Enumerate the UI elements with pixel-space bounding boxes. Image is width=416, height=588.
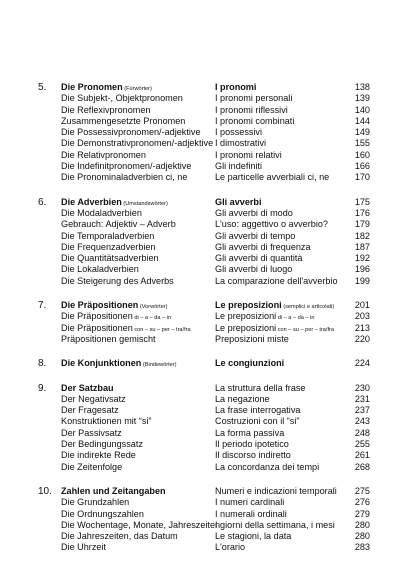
italian-title: Gli avverbi di quantità [215,253,303,264]
toc-section [0,486,416,554]
german-title: Die Jahreszeiten, das Datum [61,531,178,542]
toc-section [0,82,416,184]
italian-title: I pronomi [215,82,257,92]
german-title: Zusammengesetzte Pronomen [61,115,186,126]
toc-section [0,358,416,369]
italian-title: L'uso: aggettivo o avverbio? [215,219,328,230]
german-title: Der Fragesatz [61,405,119,416]
german-title: Die Quantitätsadverbien [61,253,159,264]
page-number: 261 [354,450,370,461]
page-number: 280 [354,531,370,542]
italian-note: con – su – per – tra/fra [276,326,335,333]
german-title: Die Indefinitpronomen/-adjektive [61,161,192,172]
page-number: 237 [354,405,370,416]
toc-entry [0,253,416,264]
page-number: 144 [354,115,370,126]
toc-chapter-heading [0,197,416,208]
page-number: 182 [354,230,370,241]
italian-title: I pronomi riflessivi [215,104,288,115]
german-title: Die Pronominaladverbien ci, ne [61,172,188,183]
italian-title: Costruzioni con il “si” [215,416,300,427]
german-title: Die Adverbien (Umstandswörter) [61,196,168,207]
toc-section [0,197,416,287]
german-title: Die Konjunktionen (Bindewörter) [61,358,177,369]
italian-title: Il periodo ipotetico [215,439,289,450]
page-number: 280 [354,519,370,530]
page-number: 243 [354,416,370,427]
italian-title: Le preposizioni con – su – per – tra/fra [215,322,335,333]
toc-section [0,300,416,345]
german-title: Die Zeitenfolge [61,461,123,472]
italian-title: I giorni della settimana, i mesi [215,519,335,530]
page-number: 276 [354,497,370,508]
page-number: 175 [354,196,370,207]
toc-chapter-heading [0,383,416,394]
toc-chapter-heading [0,82,416,93]
italian-title: I possessivi [215,127,263,138]
page-number: 255 [354,439,370,450]
german-title: Die Modaladverbien [61,207,142,218]
german-title: Die Lokaladverbien [61,264,139,275]
german-title: Der Negativsatz [61,393,126,404]
page-number: 279 [354,508,370,519]
german-title: Präpositionen gemischt [61,333,156,344]
german-title: Die Präpositionen con – su – per – tra/fra [61,322,191,333]
italian-title: I dimostrativi [215,138,267,149]
page-number: 170 [354,172,370,183]
toc-entry [0,405,416,416]
german-title: Die Präpositionen di – a – da – in [61,311,172,322]
toc-entry [0,219,416,230]
german-title: Die Ordnungszahlen [61,508,144,519]
toc-entry [0,450,416,461]
toc-entry [0,520,416,531]
toc-entry [0,172,416,183]
german-title: Die Relativpronomen [61,149,146,160]
toc-entry [0,242,416,253]
german-title: Die Subjekt-, Objektpronomen [61,93,183,104]
toc-entry [0,276,416,287]
italian-title: Gli avverbi [215,196,262,207]
toc-entry [0,311,416,322]
italian-title: Gli avverbi di luogo [215,264,293,275]
italian-title: L'orario [215,542,246,553]
chapter-number: 5. [38,82,47,93]
toc-entry [0,428,416,439]
italian-title: Le preposizioni di – a – da – in [215,311,315,322]
italian-title: Gli avverbi di frequenza [215,241,311,252]
page-number: 187 [354,241,370,252]
toc-entry [0,231,416,242]
toc-entry [0,150,416,161]
german-note: (Umstandswörter) [121,200,168,207]
chapter-number: 8. [38,358,47,370]
german-title: Der Bedingungssatz [61,439,143,450]
page-number: 248 [354,427,370,438]
page-number: 230 [354,382,370,393]
german-note: di – a – da – in [132,315,172,322]
italian-title: I pronomi relativi [215,149,282,160]
german-title: Die Demonstrativpronomen/-adjektive [61,138,214,149]
page-number: 231 [354,393,370,404]
chapter-number: 6. [38,196,47,208]
toc-entry [0,264,416,275]
page-number: 220 [354,333,370,344]
german-title: Die Temporaladverbien [61,230,155,241]
italian-title: I pronomi combinati [215,115,295,126]
italian-title: Gli indefiniti [215,161,263,172]
italian-title: La comparazione dell'avverbio [215,275,338,286]
german-note: (Bindewörter) [141,362,177,369]
page-number: 283 [354,542,370,553]
german-note: (Fürwörter) [122,86,152,92]
page-number: 140 [354,104,370,115]
italian-title: I pronomi personali [215,93,293,104]
german-title: Die Grundzahlen [61,497,130,508]
page-number: 196 [354,264,370,275]
german-title: Konstruktionen mit “si” [61,416,152,427]
chapter-number: 9. [38,382,47,394]
toc-entry [0,161,416,172]
toc-entry [0,208,416,219]
page-number: 268 [354,461,370,472]
german-title: Die Reflexivpronomen [61,104,151,115]
german-title: Zahlen und Zeitangaben [61,485,166,496]
italian-title: Le congiunzioni [215,358,285,369]
italian-title: Gli avverbi di tempo [215,230,296,241]
german-note: (Vorwörter) [138,304,168,311]
page-number: 176 [354,207,370,218]
toc-entry [0,334,416,345]
toc-entry [0,497,416,508]
toc-chapter-heading [0,300,416,311]
toc-entry [0,138,416,149]
italian-title: I numerali ordinali [215,508,287,519]
german-title: Der Satzbau [61,382,114,393]
toc-entry [0,542,416,553]
german-title: Die Frequenzadverbien [61,241,156,252]
german-title: Die Pronomen (Fürwörter) [61,82,152,92]
toc-entry [0,116,416,127]
italian-title: Le preposizioni (semplici e articolati) [215,300,335,311]
italian-title: I numeri cardinali [215,497,285,508]
page-number: 203 [354,311,370,322]
table-of-contents [0,82,416,567]
german-note: con – su – per – tra/fra [132,326,191,333]
italian-title: Il discorso indiretto [215,450,291,461]
toc-chapter-heading [0,486,416,497]
toc-entry [0,416,416,427]
page-number: 138 [354,82,370,92]
german-title: Die Uhrzeit [61,542,106,553]
toc-entry [0,462,416,473]
chapter-number: 10. [38,485,52,497]
german-title: Die indirekte Rede [61,450,136,461]
page-number: 192 [354,253,370,264]
toc-entry [0,323,416,334]
toc-entry [0,93,416,104]
toc-entry [0,531,416,542]
page-number: 160 [354,149,370,160]
italian-title: La frase interrogativa [215,405,301,416]
page-number: 149 [354,127,370,138]
italian-title: La negazione [215,393,270,404]
toc-section [0,383,416,473]
page-number: 139 [354,93,370,104]
german-title: Gebrauch: Adjektiv – Adverb [61,219,176,230]
german-title: Die Wochentage, Monate, Jahreszeiten [61,519,221,530]
page-number: 275 [354,485,370,496]
page-number: 201 [354,300,370,311]
page-number: 166 [354,161,370,172]
toc-entry [0,105,416,116]
page-number: 213 [354,322,370,333]
chapter-number: 7. [38,300,47,312]
german-title: Der Passivsatz [61,427,122,438]
page-number: 179 [354,219,370,230]
italian-title: Le stagioni, la data [215,531,292,542]
page-number: 155 [354,138,370,149]
italian-title: La concordanza dei tempi [215,461,320,472]
german-title: Die Steigerung des Adverbs [61,275,174,286]
italian-title: Gli avverbi di modo [215,207,293,218]
toc-entry [0,127,416,138]
italian-title: Numeri e indicazioni temporali [215,485,337,496]
italian-note: (semplici e articolati) [281,304,335,311]
italian-title: Le particelle avverbiali ci, ne [215,172,330,183]
italian-title: La forma passiva [215,427,285,438]
toc-entry [0,439,416,450]
german-title: Die Präpositionen (Vorwörter) [61,300,168,311]
toc-entry [0,394,416,405]
page-number: 224 [354,358,370,369]
italian-note: di – a – da – in [276,315,315,322]
toc-chapter-heading [0,358,416,369]
italian-title: Preposizioni miste [215,333,289,344]
german-title: Die Possessivpronomen/-adjektive [61,127,201,138]
italian-title: La struttura della frase [215,382,306,393]
toc-entry [0,509,416,520]
page-number: 199 [354,275,370,286]
